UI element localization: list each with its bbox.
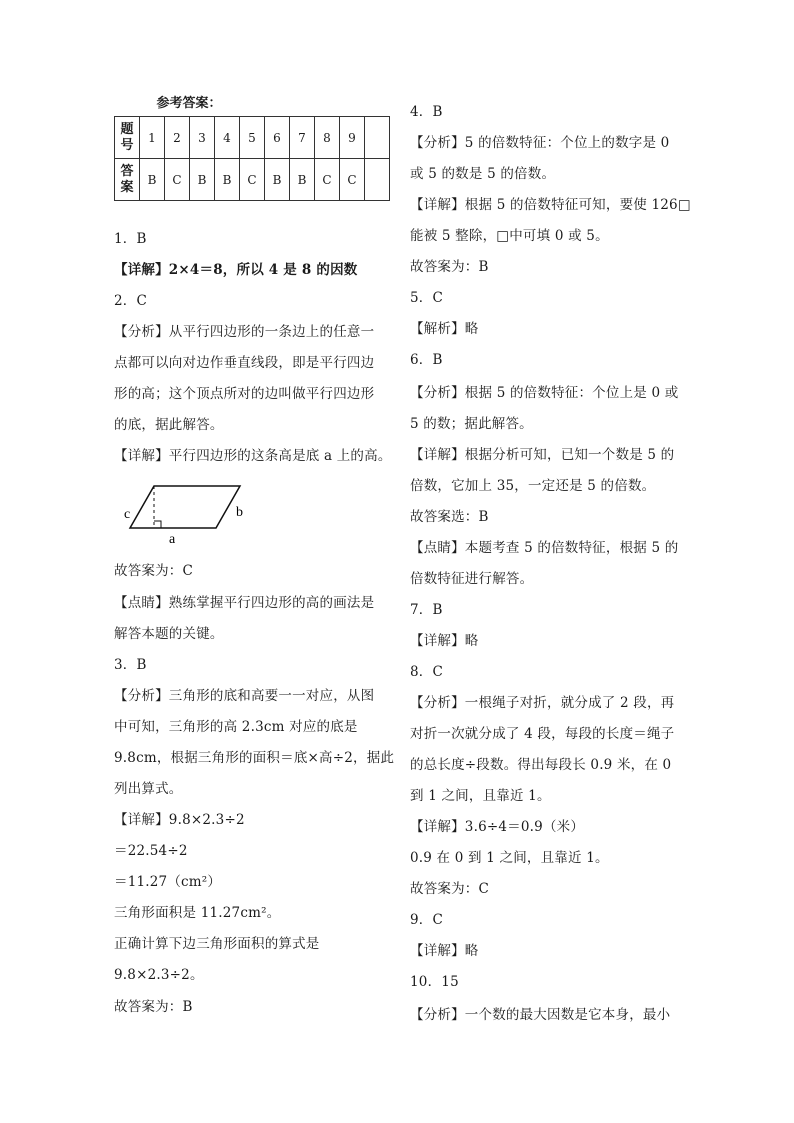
question-number-cell: 6 bbox=[265, 117, 290, 159]
answer-line: 列出算式。 bbox=[114, 781, 183, 797]
answer-line: 形的高；这个顶点所对的边叫做平行四边形 bbox=[114, 386, 375, 402]
question-number-cell bbox=[365, 117, 390, 159]
answer-line: 倍数特征进行解答。 bbox=[410, 571, 534, 587]
question-number-cell: 9 bbox=[340, 117, 365, 159]
answer-line: 对折一次就分成了 4 段，每段的长度＝绳子 bbox=[410, 726, 675, 742]
answer-line: 【分析】三角形的底和高要一一对应，从图 bbox=[114, 688, 375, 704]
answer-line: 【分析】根据 5 的倍数特征：个位上是 0 或 bbox=[410, 385, 679, 401]
answer-line: 5．C bbox=[410, 290, 444, 306]
answer-line: 【详解】9.8×2.3÷2 bbox=[114, 812, 245, 828]
answer-line: 或 5 的数是 5 的倍数。 bbox=[410, 166, 556, 182]
answer-line: 故答案为：B bbox=[114, 999, 193, 1015]
answer-cell: C bbox=[340, 159, 365, 201]
answer-line: 故答案为：C bbox=[114, 563, 194, 579]
answer-line: 【详解】根据分析可知，已知一个数是 5 的 bbox=[410, 447, 675, 463]
answer-line: 【详解】略 bbox=[410, 633, 479, 649]
answer-cell: C bbox=[165, 159, 190, 201]
answer-cell bbox=[365, 159, 390, 201]
answer-line: 【详解】根据 5 的倍数特征可知，要使 126□ bbox=[410, 197, 691, 213]
answer-line: 【详解】略 bbox=[410, 943, 479, 959]
answer-cell: C bbox=[315, 159, 340, 201]
answer-line: 5 的数；据此解答。 bbox=[410, 416, 533, 432]
answer-line: 正确计算下边三角形面积的算式是 bbox=[114, 936, 320, 952]
label-a: a bbox=[169, 532, 176, 546]
answer-line: 2．C bbox=[114, 293, 148, 309]
answer-line: ＝22.54÷2 bbox=[114, 843, 188, 859]
answer-line: 的底，据此解答。 bbox=[114, 417, 224, 433]
answer-line: ＝11.27（cm²） bbox=[114, 874, 222, 890]
answer-line: 【详解】2×4＝8，所以 4 是 8 的因数 bbox=[114, 262, 358, 278]
answer-line: 能被 5 整除，□中可填 0 或 5。 bbox=[410, 228, 609, 244]
answer-line: 1．B bbox=[114, 231, 147, 247]
answer-key-title: 参考答案： bbox=[156, 96, 222, 111]
answer-line: 3．B bbox=[114, 657, 147, 673]
answer-line: 【分析】5 的倍数特征：个位上的数字是 0 bbox=[410, 135, 670, 151]
answer-line: 【点睛】熟练掌握平行四边形的高的画法是 bbox=[114, 595, 375, 611]
answer-line: 的总长度÷段数。得出每段长 0.9 米，在 0 bbox=[410, 757, 672, 773]
number-row bbox=[115, 117, 390, 159]
answer-row-header: 答案 bbox=[115, 159, 140, 201]
label-b: b bbox=[236, 505, 243, 520]
answer-line: 9.8cm，根据三角形的面积＝底×高÷2，据此 bbox=[114, 750, 395, 766]
question-number-cell: 7 bbox=[290, 117, 315, 159]
answer-cell: B bbox=[215, 159, 240, 201]
answer-line: 中可知，三角形的高 2.3cm 对应的底是 bbox=[114, 719, 358, 735]
answer-line: 8．C bbox=[410, 664, 444, 680]
answer-line: 【详解】平行四边形的这条高是底 a 上的高。 bbox=[114, 448, 392, 464]
answer-line: 三角形面积是 11.27cm²。 bbox=[114, 905, 281, 921]
parallelogram-figure bbox=[124, 478, 260, 546]
question-number-cell: 2 bbox=[165, 117, 190, 159]
answer-line: 故答案为：B bbox=[410, 259, 489, 275]
answer-line: 【分析】一根绳子对折，就分成了 2 段，再 bbox=[410, 695, 675, 711]
answer-line: 【分析】一个数的最大因数是它本身，最小 bbox=[410, 1007, 671, 1023]
answer-line: 点都可以向对边作垂直线段，即是平行四边 bbox=[114, 355, 375, 371]
answer-cell: B bbox=[290, 159, 315, 201]
number-row-header: 题号 bbox=[115, 117, 140, 159]
answer-line: 10．15 bbox=[410, 974, 459, 990]
answer-line: 9.8×2.3÷2。 bbox=[114, 967, 204, 983]
answer-line: 9．C bbox=[410, 912, 444, 928]
answer-cell: B bbox=[140, 159, 165, 201]
answer-line: 到 1 之间，且靠近 1。 bbox=[410, 788, 551, 804]
answer-line: 解答本题的关键。 bbox=[114, 626, 224, 642]
label-c: c bbox=[124, 507, 131, 522]
answer-line: 4．B bbox=[410, 104, 443, 120]
answer-line: 故答案选：B bbox=[410, 509, 489, 525]
question-number-cell: 3 bbox=[190, 117, 215, 159]
answer-line: 6．B bbox=[410, 352, 443, 368]
right-angle-mark bbox=[154, 521, 161, 528]
question-number-cell: 1 bbox=[140, 117, 165, 159]
question-number-cell: 5 bbox=[240, 117, 265, 159]
answer-line: 倍数，它加上 35，一定还是 5 的倍数。 bbox=[410, 478, 656, 494]
answer-line: 0.9 在 0 到 1 之间，且靠近 1。 bbox=[410, 850, 609, 866]
answer-line: 【详解】3.6÷4＝0.9（米） bbox=[410, 819, 585, 835]
answer-line: 【分析】从平行四边形的一条边上的任意一 bbox=[114, 324, 375, 340]
answer-row bbox=[115, 159, 390, 201]
parallelogram-shape bbox=[130, 486, 240, 528]
answer-cell: C bbox=[240, 159, 265, 201]
answer-cell: B bbox=[190, 159, 215, 201]
question-number-cell: 4 bbox=[215, 117, 240, 159]
answer-line: 故答案为：C bbox=[410, 881, 490, 897]
answer-table bbox=[114, 116, 390, 201]
answer-line: 7．B bbox=[410, 602, 443, 618]
answer-line: 【点睛】本题考查 5 的倍数特征，根据 5 的 bbox=[410, 540, 679, 556]
question-number-cell: 8 bbox=[315, 117, 340, 159]
answer-line: 【解析】略 bbox=[410, 321, 479, 337]
answer-cell: B bbox=[265, 159, 290, 201]
